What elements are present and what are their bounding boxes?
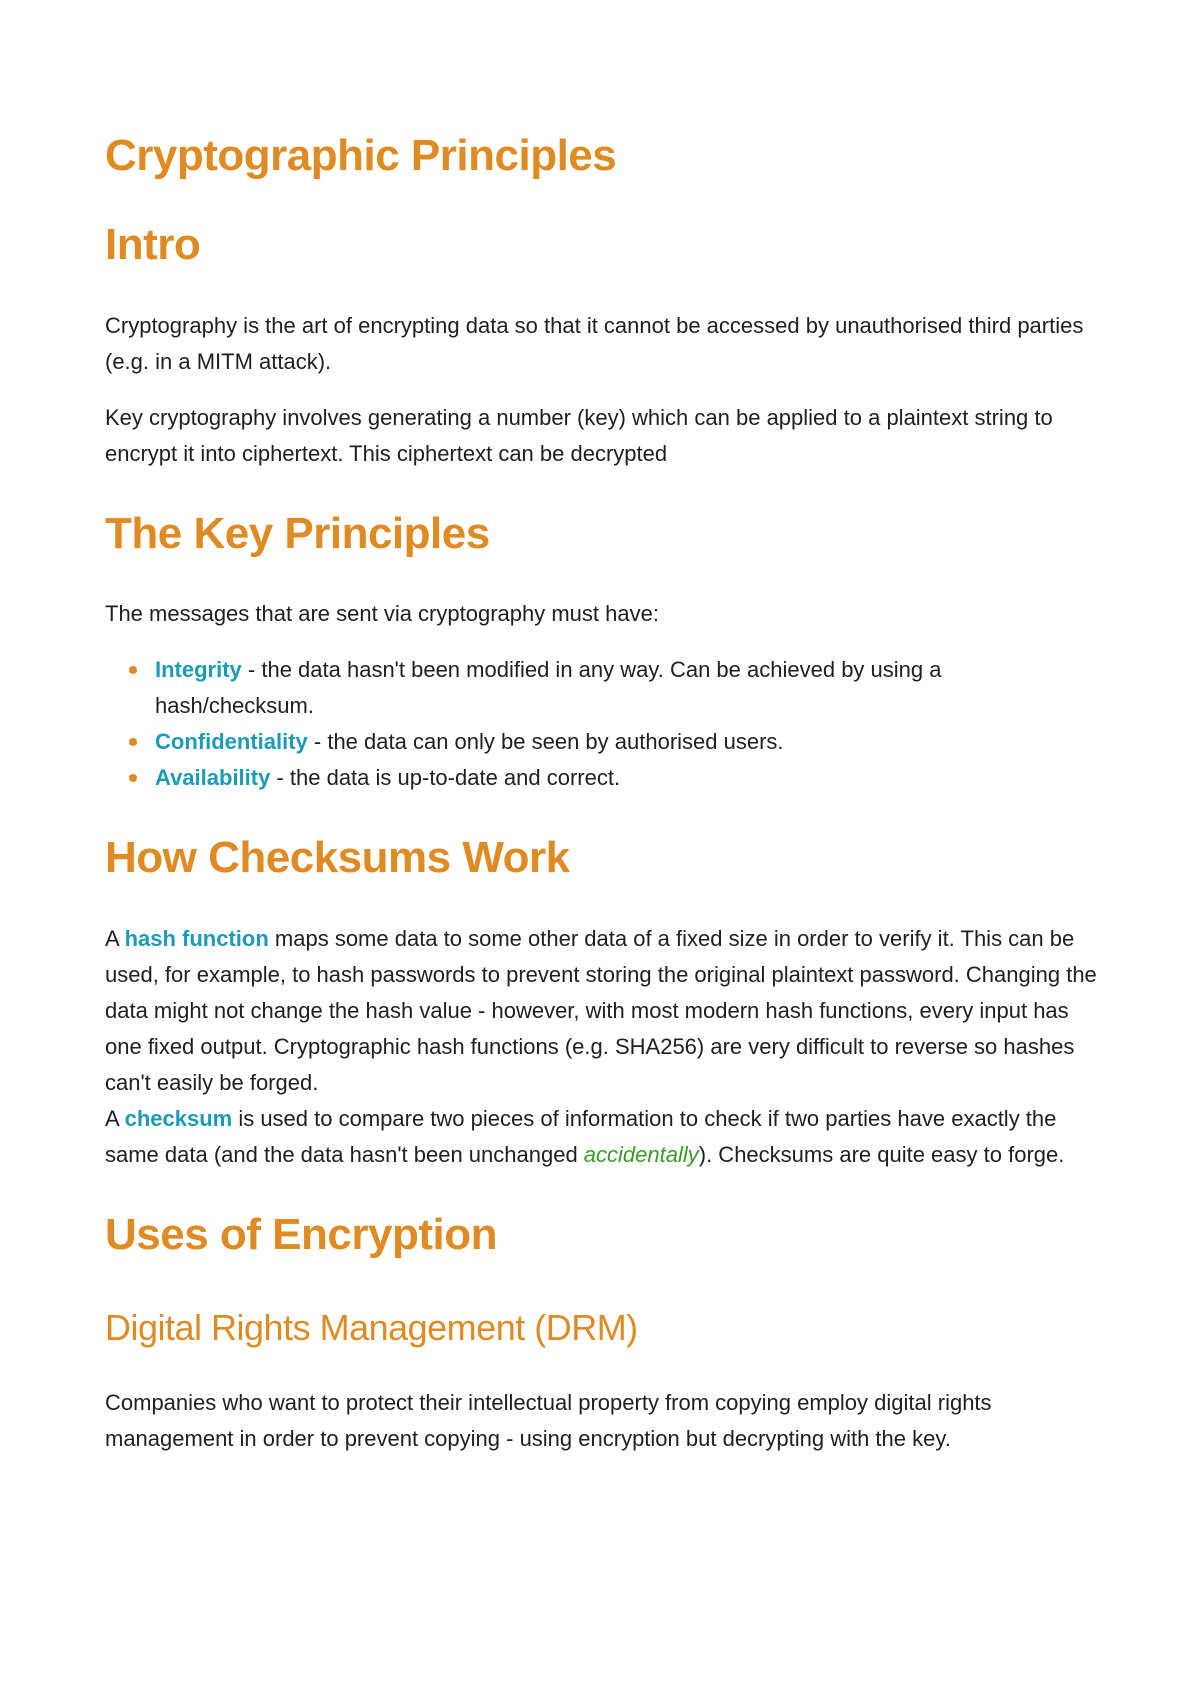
principle-term: Integrity <box>155 657 242 683</box>
key-principles-heading: The Key Principles <box>105 508 490 558</box>
bullet-dot-icon <box>129 666 137 674</box>
text-run: is used to compare two pieces of information to check if two parties have exactly the same data (and the data hasn't been unchanged <box>105 1106 1057 1168</box>
checksum-term: checksum <box>124 1106 233 1132</box>
bullet-dot-icon <box>129 774 137 782</box>
checksum-paragraph <box>105 1101 1105 1173</box>
uses-heading: Uses of Encryption <box>105 1210 497 1260</box>
hash-function-paragraph <box>105 921 1105 1101</box>
drm-heading: Digital Rights Management (DRM) <box>105 1306 638 1348</box>
list-item <box>155 652 1105 724</box>
checksums-heading: How Checksums Work <box>105 833 570 883</box>
drm-paragraph: Companies who want to protect their intellectual property from copying employ digital rights management in order to prevent copying - using encryption but decrypting with the key. <box>105 1390 992 1452</box>
list-item <box>155 760 1105 796</box>
text-run: A <box>105 1106 125 1132</box>
intro-paragraph-2: Key cryptography involves generating a number (key) which can be applied to a plaintext string to encrypt it into ciphertext. This ciphertext can be decrypted <box>105 404 1053 466</box>
principle-description: - the data is up-to-date and correct. <box>270 765 621 791</box>
intro-heading: Intro <box>105 219 201 269</box>
principle-description: - the data hasn't been modified in any way. Can be achieved by using a hash/checksum. <box>155 657 942 719</box>
key-principles-lead: The messages that are sent via cryptography must have: <box>105 601 659 627</box>
principle-term: Availability <box>155 765 271 791</box>
document-page <box>105 130 1105 1477</box>
page-title: Cryptographic Principles <box>105 131 617 180</box>
bullet-dot-icon <box>129 738 137 746</box>
principle-term: Confidentiality <box>155 729 308 755</box>
text-run: maps some data to some other data of a fixed size in order to verify it. This can be used, for example, to hash passwords to prevent storing the original plaintext password. Changing the data might not change the hash value - however, with most modern hash functions, every input has one fixed output. Cryptographic hash functions (e.g. SHA256) are very difficult to reverse so hashes can't easily be forged. <box>105 926 1097 1096</box>
accidentally-emphasis: accidentally <box>583 1142 699 1168</box>
principle-description: - the data can only be seen by authorised users. <box>307 729 784 755</box>
text-run: ). Checksums are quite easy to forge. <box>698 1142 1065 1168</box>
hash-function-term: hash function <box>124 926 269 952</box>
intro-paragraph-1: Cryptography is the art of encrypting data so that it cannot be accessed by unauthorised third parties (e.g. in a MITM attack). <box>105 312 1084 374</box>
list-item <box>155 724 1105 760</box>
key-principles-list <box>105 652 1105 796</box>
text-run: A <box>105 926 125 952</box>
